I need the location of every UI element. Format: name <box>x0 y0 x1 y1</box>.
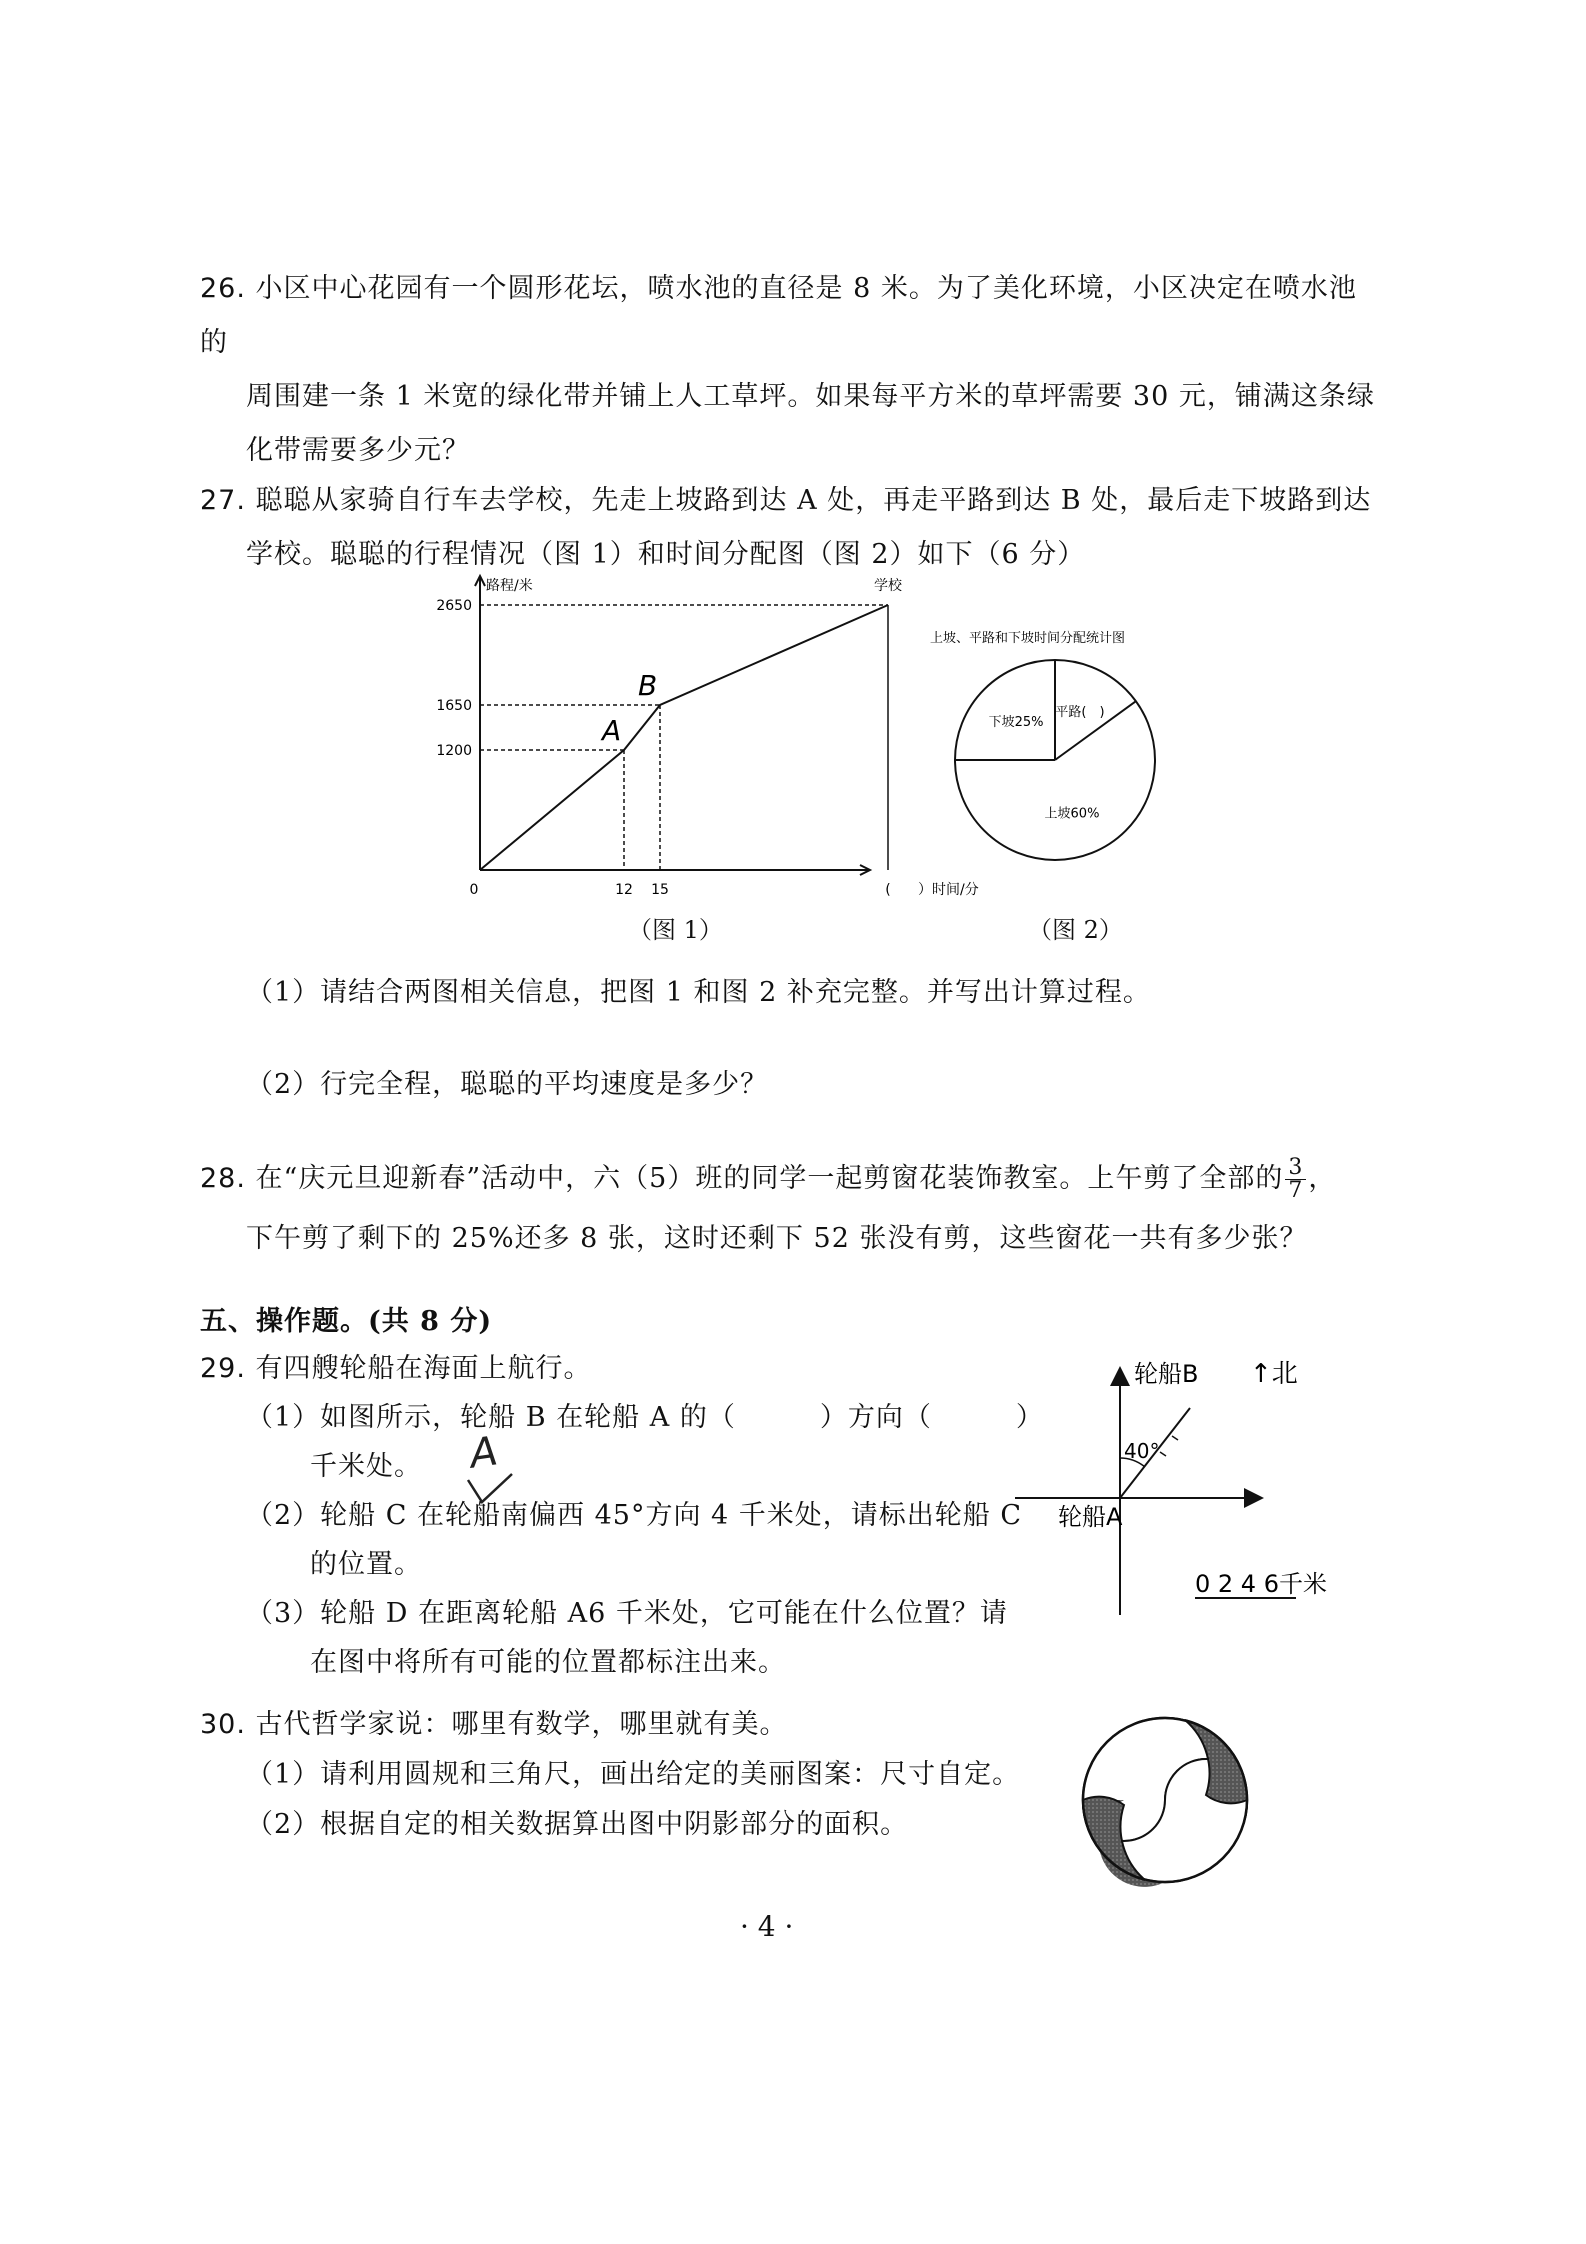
subquestion-2: （2）根据自定的相关数据算出图中阴影部分的面积。 <box>246 1809 909 1840</box>
subquestion-2: （2）行完全程，聪聪的平均速度是多少？ <box>246 1069 769 1100</box>
subquestion-1-line: （1）如图所示，轮船 B 在轮船 A 的（ ）方向（ ） <box>246 1402 1044 1433</box>
section-heading: 五、操作题。(共 8 分) <box>200 1306 493 1337</box>
question-27 <box>200 474 1380 582</box>
question-number: 29. <box>200 1353 246 1384</box>
subquestion-3-line: （3）轮船 D 在距离轮船 A6 千米处，它可能在什么位置？请 <box>246 1598 1008 1629</box>
ship-a-label: 轮船A <box>1058 1503 1123 1531</box>
question-text-line: 在“庆元旦迎新春”活动中，六（5）班的同学一起剪窗花装饰教室。上午剪了全部的 <box>255 1163 1284 1194</box>
x-tick-label: 0 <box>469 882 479 898</box>
question-text-line: 小区中心花园有一个圆形花坛，喷水池的直径是 8 米。为了美化环境，小区决定在喷水池的 <box>200 273 1357 358</box>
y-axis-label: 路程/米 <box>486 578 533 594</box>
question-text-line: 下午剪了剩下的 25%还多 8 张，这时还剩下 52 张没有剪，这些窗花一共有多少张？ <box>246 1223 1308 1254</box>
distance-line <box>480 605 888 870</box>
pie-slice-label: 平路( ) <box>1055 704 1105 720</box>
distance-time-chart <box>420 570 979 900</box>
question-text-line: 学校。聪聪的行程情况（图 1）和时间分配图（图 2）如下（6 分） <box>246 539 1086 570</box>
question-28 <box>200 1152 1380 1266</box>
pie-title: 上坡、平路和下坡时间分配统计图 <box>930 631 1126 646</box>
north-label: ↑北 <box>1250 1359 1298 1389</box>
question-number: 30. <box>200 1709 246 1740</box>
point-label: B <box>638 669 658 702</box>
shaded-circle-pattern <box>1075 1710 1255 1890</box>
point-label: 学校 <box>874 578 902 594</box>
point-label: A <box>602 714 622 747</box>
angle-label: 40° <box>1124 1439 1160 1463</box>
subquestion-2-line: 的位置。 <box>310 1549 422 1580</box>
x-tick-label: 12 <box>615 882 633 898</box>
x-axis-label: ）时间/分 <box>918 882 979 898</box>
fraction-numerator: 3 <box>1285 1157 1306 1180</box>
figure-1-caption: （图 1） <box>628 916 723 944</box>
fraction-denominator: 7 <box>1288 1178 1304 1203</box>
question-text-line: 古代哲学家说：哪里有数学，哪里就有美。 <box>255 1709 788 1740</box>
figure-2-caption: （图 2） <box>1028 916 1123 944</box>
question-text-line: 有四艘轮船在海面上航行。 <box>255 1353 592 1384</box>
x-tick-label: ( <box>885 882 891 898</box>
question-number: 28. <box>200 1163 246 1194</box>
subquestion-1: （1）请利用圆规和三角尺，画出给定的美丽图案：尺寸自定。 <box>246 1759 1021 1790</box>
pie-slice-label: 上坡60% <box>1044 806 1100 822</box>
subquestion-1: （1）请结合两图相关信息，把图 1 和图 2 补充完整。并写出计算过程。 <box>246 977 1151 1008</box>
subquestion-3-line: 在图中将所有可能的位置都标注出来。 <box>310 1647 786 1678</box>
subquestion-1-line: 千米处。 <box>310 1451 422 1482</box>
handwritten-check-mark <box>460 1470 520 1510</box>
fraction <box>1285 1157 1306 1202</box>
question-26 <box>200 262 1380 478</box>
question-27-subquestions <box>246 966 1376 1112</box>
subquestion-2-line: （2）轮船 C 在轮船南偏西 45°方向 4 千米处，请标出轮船 C <box>246 1500 1023 1531</box>
x-tick-label: 15 <box>651 882 669 898</box>
question-29 <box>200 1344 1060 1687</box>
question-text-line: 周围建一条 1 米宽的绿化带并铺上人工草坪。如果每平方米的草坪需要 30 元，铺满这条绿 <box>246 381 1375 412</box>
y-tick-label: 1650 <box>436 698 472 714</box>
page-number: · 4 · <box>740 1910 794 1943</box>
question-number: 26. <box>200 273 246 304</box>
pie-slice-label: 下坡25% <box>988 715 1044 731</box>
time-pie-chart <box>930 620 1180 870</box>
y-tick-label: 2650 <box>436 598 472 614</box>
punctuation: ， <box>1308 1163 1337 1194</box>
ship-direction-diagram <box>1000 1340 1380 1630</box>
question-text-line: 聪聪从家骑自行车去学校，先走上坡路到达 A 处，再走平路到达 B 处，最后走下坡路到达 <box>255 485 1372 516</box>
scale-label: 0 2 4 6千米 <box>1195 1570 1327 1598</box>
question-text-line: 化带需要多少元？ <box>246 435 470 466</box>
ship-b-label: 轮船B <box>1134 1360 1199 1388</box>
question-number: 27. <box>200 485 246 516</box>
handwritten-mark: A <box>466 1428 501 1478</box>
y-tick-label: 1200 <box>436 743 472 759</box>
question-30 <box>200 1700 1060 1850</box>
